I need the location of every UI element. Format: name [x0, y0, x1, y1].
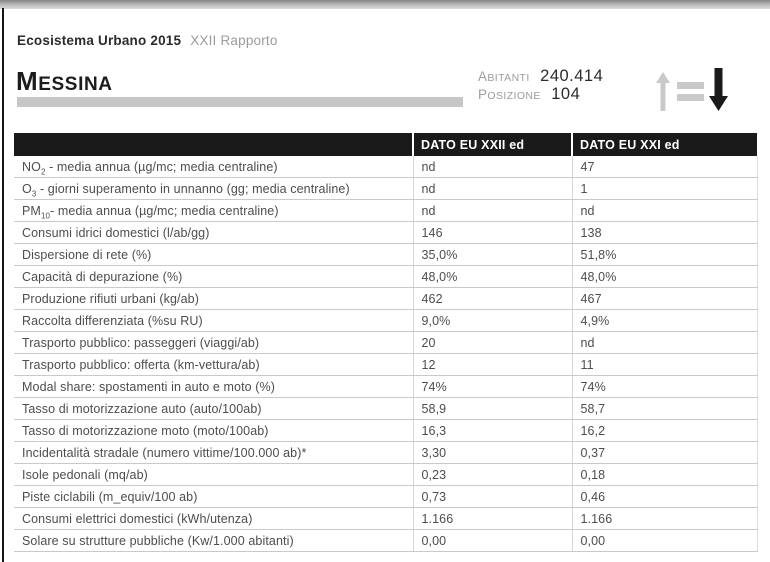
table-row	[14, 332, 757, 354]
indicator-label-cell: Tasso di motorizzazione moto (moto/100ab)	[14, 420, 413, 442]
table-row	[14, 376, 757, 398]
eu22-value-cell: 3,30	[413, 442, 572, 464]
table-header-row	[14, 133, 757, 156]
posizione-value: 104	[551, 85, 581, 103]
city-name-initial: M	[16, 66, 39, 96]
indicators-table	[14, 133, 758, 552]
indicator-label-cell: Incidentalità stradale (numero vittime/100.000 ab)*	[14, 442, 413, 464]
eu22-value-cell: 58,9	[413, 398, 572, 420]
eu21-value-cell: 0,18	[572, 464, 757, 486]
indicator-label-cell: Capacità di depurazione (%)	[14, 266, 413, 288]
table-row	[14, 156, 757, 178]
page-title	[16, 66, 113, 97]
eu22-value-cell: 16,3	[413, 420, 572, 442]
eu21-value-cell: 0,37	[572, 442, 757, 464]
eu22-value-cell: nd	[413, 178, 572, 200]
indicator-label-cell: Dispersione di rete (%)	[14, 244, 413, 266]
eu22-value-cell: 48,0%	[413, 266, 572, 288]
equals-icon	[677, 82, 704, 101]
table-row	[14, 420, 757, 442]
eu21-value-cell: 1.166	[572, 508, 757, 530]
eu21-value-cell: 11	[572, 354, 757, 376]
abitanti-label: ABITANTI	[478, 69, 530, 84]
eu22-value-cell: 0,73	[413, 486, 572, 508]
title-underline-bar	[17, 97, 463, 107]
table-row	[14, 464, 757, 486]
table-row	[14, 266, 757, 288]
table-row	[14, 310, 757, 332]
eu22-value-cell: 0,23	[413, 464, 572, 486]
eu22-value-cell: 20	[413, 332, 572, 354]
eu22-value-cell: 12	[413, 354, 572, 376]
eu22-value-cell: nd	[413, 156, 572, 178]
eu21-value-cell: 74%	[572, 376, 757, 398]
table-row	[14, 486, 757, 508]
indicator-label-cell: $NO_2$ - media annua (µg/mc; media centraline)	[14, 156, 413, 178]
report-subtitle: XXII Rapporto	[190, 33, 278, 48]
indicator-label-cell: Consumi elettrici domestici (kWh/utenza)	[14, 508, 413, 530]
indicator-label-cell: Raccolta differenziata (%su RU)	[14, 310, 413, 332]
indicator-label-cell: $O_3$ - giorni superamento in unnanno (gg; media centraline)	[14, 178, 413, 200]
indicator-label-cell: Modal share: spostamenti in auto e moto (%)	[14, 376, 413, 398]
indicator-label-cell: Trasporto pubblico: offerta (km-vettura/ab)	[14, 354, 413, 376]
indicator-label-cell: Isole pedonali (mq/ab)	[14, 464, 413, 486]
indicator-label-cell: Tasso di motorizzazione auto (auto/100ab)	[14, 398, 413, 420]
eu22-column-header: DATO EU XXII ed	[413, 133, 572, 156]
table-row	[14, 442, 757, 464]
eu21-value-cell: 0,46	[572, 486, 757, 508]
window-top-edge	[0, 0, 770, 9]
eu21-value-cell: 4,9%	[572, 310, 757, 332]
eu21-column-header: DATO EU XXI ed	[572, 133, 757, 156]
down-arrow-icon	[709, 68, 728, 111]
table-row	[14, 288, 757, 310]
table-row	[14, 178, 757, 200]
eu22-value-cell: 9,0%	[413, 310, 572, 332]
eu22-value-cell: 146	[413, 222, 572, 244]
eu22-value-cell: 35,0%	[413, 244, 572, 266]
indicator-label-cell: Piste ciclabili (m_equiv/100 ab)	[14, 486, 413, 508]
up-arrow-icon	[656, 72, 670, 111]
indicator-label-cell: Trasporto pubblico: passeggeri (viaggi/ab)	[14, 332, 413, 354]
indicator-label-cell: $PM_{10}-$ media annua (µg/mc; media centraline)	[14, 200, 413, 222]
eu21-value-cell: nd	[572, 332, 757, 354]
eu21-value-cell: 1	[572, 178, 757, 200]
table-row	[14, 398, 757, 420]
city-name-rest: ESSINA	[38, 74, 113, 95]
indicator-column-header	[14, 133, 413, 156]
abitanti-value: 240.414	[540, 67, 604, 85]
table-row	[14, 222, 757, 244]
eu21-value-cell: 138	[572, 222, 757, 244]
eu21-value-cell: 51,8%	[572, 244, 757, 266]
eu21-value-cell: 47	[572, 156, 757, 178]
eu22-value-cell: 1.166	[413, 508, 572, 530]
indicator-label-cell: Consumi idrici domestici (l/ab/gg)	[14, 222, 413, 244]
table-row	[14, 530, 757, 552]
eu22-value-cell: 0,00	[413, 530, 572, 552]
eu22-value-cell: 462	[413, 288, 572, 310]
abitanti-line	[478, 67, 603, 85]
posizione-line	[478, 85, 603, 103]
page-left-border	[2, 8, 4, 562]
indicator-label-cell: Produzione rifiuti urbani (kg/ab)	[14, 288, 413, 310]
eu22-value-cell: 74%	[413, 376, 572, 398]
eu21-value-cell: 0,00	[572, 530, 757, 552]
eu21-value-cell: 58,7	[572, 398, 757, 420]
report-title: Ecosistema Urbano 2015	[17, 33, 182, 48]
indicator-label-cell: Solare su strutture pubbliche (Kw/1.000 abitanti)	[14, 530, 413, 552]
eu21-value-cell: 16,2	[572, 420, 757, 442]
posizione-label: POSIZIONE	[478, 87, 541, 102]
table-row	[14, 354, 757, 376]
eu21-value-cell: nd	[572, 200, 757, 222]
table-row	[14, 200, 757, 222]
report-kicker	[17, 33, 278, 48]
eu21-value-cell: 48,0%	[572, 266, 757, 288]
table-body	[14, 156, 757, 552]
table-row	[14, 244, 757, 266]
city-stats	[478, 67, 603, 103]
eu21-value-cell: 467	[572, 288, 757, 310]
position-trend-indicator	[656, 66, 736, 114]
table-row	[14, 508, 757, 530]
eu22-value-cell: nd	[413, 200, 572, 222]
